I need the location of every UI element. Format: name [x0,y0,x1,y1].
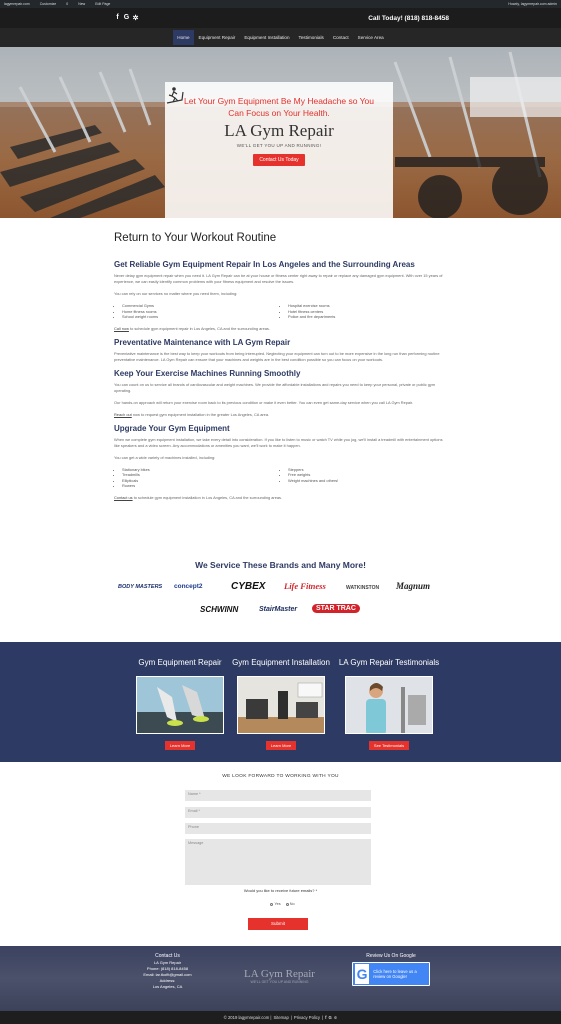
review-title: Review Us On Google [366,953,416,959]
list-item: • Free weights [288,472,446,478]
top-bar [0,8,561,28]
hero-tagline: Let Your Gym Equipment Be My Headache so You Can Focus on Your Health. [184,96,374,118]
brand-logo-bodymasters: BODY MASTERS [118,584,163,590]
section-paragraph: Preventative maintenance is the best way to keep your workouts from being interrupted. Neglecting your equipment can turn out to be more expensive in the long run than performing routine preventative maintenance. LA Gym Repair can ensure that your machines and weights are in the best condition possible so you can focus on your workouts. [114,350,440,362]
footer-contact [130,953,205,990]
list-item: • Rowers [122,483,280,489]
radio-yes-label: Yes [274,902,281,906]
radio-no[interactable] [286,903,289,906]
brand-logo-concept2: concept2 [174,583,203,590]
see-testimonials-button[interactable]: See Testimonials [369,741,409,750]
yelp-icon[interactable]: ✲ [132,15,139,22]
brand-logo-cybex: CYBEX [231,581,266,592]
admin-customize-link[interactable]: Customize [39,2,57,6]
review-button-text: Click here to leave us a review on Google! [373,969,417,979]
service-title: LA Gym Repair Testimonials [338,658,440,667]
footer-address-label: Address: [159,978,176,983]
separator: | [290,1015,292,1020]
treadmill-runner-icon [165,86,185,106]
section-paragraph: You can count on us to service all brands of cardiovascular and weight machines. We provide the affordable installations and repairs you need to keep your personal, private or public gym operating. [114,381,436,393]
service-image-installation [237,676,325,734]
hero-subtitle: WE'LL GET YOU UP AND RUNNING! [236,143,322,148]
hero-title: LA Gym Repair [224,121,334,140]
nav-home[interactable]: Home [173,30,193,45]
brand-logo-schwinn: SCHWINN [200,605,239,614]
list-item: • Hospital exercise rooms [288,303,446,309]
privacy-policy-link[interactable]: Privacy Policy [293,1015,320,1020]
footer-review [350,953,432,986]
list-item: • Commercial Gyms [122,303,280,309]
list-left [114,467,280,489]
admin-site-link[interactable]: lagymrepair.com [4,2,30,6]
list-right [280,303,446,320]
service-title: Gym Equipment Installation [232,658,330,667]
nav-equipment-installation[interactable]: Equipment Installation [244,35,290,40]
admin-comments-count[interactable]: 0 [66,2,69,6]
phone-field[interactable]: Phone [185,823,371,834]
service-card-testimonials [334,650,444,752]
list-item: • Home fitness rooms [122,309,280,315]
section-paragraph: Reach out now to request gym equipment installation in the greater Los Angeles, CA area. [114,411,270,417]
form-heading: WE LOOK FORWARD TO WORKING WITH YOU [222,774,339,779]
list-item: • School weight rooms [122,314,280,320]
separator: | [321,1015,324,1020]
footer-yelp-icon[interactable]: ✲ [333,1015,338,1020]
nav-service-area[interactable]: Service Area [357,35,384,40]
footer-logo-subtitle: WE'LL GET YOU UP AND RUNNING [250,980,309,984]
contact-us-today-button[interactable]: Contact Us Today [253,154,304,166]
footer-logo [222,968,337,984]
list-item: • Weight machines and others! [288,478,446,484]
brand-logo-lifefitness: Life Fitness [284,581,326,591]
footer [0,946,561,1011]
brands-heading: We Service These Brands and Many More! [195,560,366,570]
email-opt-in-radios [0,902,561,906]
radio-yes[interactable] [270,903,273,906]
sitemap-link[interactable]: Sitemap [273,1015,289,1020]
nav-contact[interactable]: Contact [332,35,349,40]
google-icon[interactable]: G [123,14,130,21]
message-field[interactable]: Message [185,839,371,885]
contact-form-section [0,770,561,926]
admin-howdy[interactable]: Howdy, lagymrepair.com admin [508,2,557,6]
admin-new-link[interactable]: New [78,2,86,6]
admin-edit-link[interactable]: Edit Page [95,2,111,6]
brand-logo-watkinston: WATKINSTON [346,585,380,591]
learn-more-installation-button[interactable]: Learn More [266,741,296,750]
list-item: • Police and fire departments [288,314,446,320]
email-field[interactable]: Email * [185,807,371,818]
service-locations-list [114,303,446,320]
footer-contact-title: Contact Us [155,953,180,959]
brand-logos [114,578,446,628]
section-paragraph: You can rely on our services no matter where you need them, including: [114,291,238,296]
copyright-bar [0,1011,561,1024]
facebook-icon[interactable]: f [116,14,119,21]
social-links [114,14,139,22]
footer-address: Los Angeles, CA [152,984,183,989]
section-paragraph: Call now to schedule gym equipment repair in Los Angeles, CA and the surrounding areas. [114,325,270,331]
list-right [280,467,446,489]
name-field[interactable]: Name * [185,790,371,801]
google-icon: G [356,966,368,982]
reach-out-link[interactable]: Reach out [114,411,132,417]
nav-equipment-repair[interactable]: Equipment Repair [198,35,236,40]
services-section [0,642,561,762]
footer-company: LA Gym Repair [153,960,182,965]
submit-button[interactable]: Submit [248,918,308,930]
list-left [114,303,280,320]
copyright-text: © 2019 lagymrepair.com | [223,1015,272,1020]
footer-google-icon[interactable]: G [328,1015,332,1020]
service-card-installation [226,650,336,752]
call-now-link[interactable]: Call now [114,325,129,331]
brand-logo-stairmaster: StairMaster [259,606,298,613]
section-paragraph: Contact us to schedule gym equipment installation in Los Angeles, CA and the surrounding areas. [114,494,283,500]
footer-phone[interactable]: Phone: (818) 818-8458 [146,966,189,971]
google-review-button[interactable] [352,962,430,986]
footer-facebook-icon[interactable]: f [325,1015,327,1020]
section-heading-machines: Keep Your Exercise Machines Running Smoothly [114,368,301,378]
machines-list [114,467,446,489]
home-gym-image [238,677,325,734]
footer-email[interactable]: Email: lar.tkofit@gmail.com [143,972,192,977]
list-item: • Stationary bikes [122,467,280,473]
section-heading-repair: Get Reliable Gym Equipment Repair In Los Angeles and the Surrounding Areas [114,260,415,269]
service-image-repair [136,676,224,734]
section-heading-maintenance: Preventative Maintenance with LA Gym Repair [114,337,291,347]
section-paragraph: When we complete gym equipment installation, we take every detail into consideration. If you like to listen to music or watch TV while you jog, we'll install a treadmill with entertainment options like speakers and a video screen. Any accommodations or amenities you want, we'll work to make it happen. [114,436,443,448]
section-paragraph: You can get a wide variety of machines installed, including: [114,454,216,460]
section-paragraph: Never delay gym equipment repair when you need it. LA Gym Repair can be at your house or fitness center right away to repair or replace any damaged gym equipment. With over 15 years of experience, we can easily identify common problems with your fitness equipment and resolve the issues. [114,273,443,284]
admin-bar [0,0,561,8]
service-image-testimonials [345,676,433,734]
nav-testimonials[interactable]: Testimonials [298,35,324,40]
page-title: Return to Your Workout Routine [114,232,277,244]
main-nav [0,28,561,47]
list-item: • Ellipticals [122,478,280,484]
radio-no-label: No [289,902,295,906]
running-shoes-image [137,677,224,734]
phone-call-link[interactable]: Call Today! (818) 818-8458 [368,14,449,22]
list-item: • Steppers [288,467,446,473]
email-opt-in-question: Would you like to receive future emails? * [243,888,318,893]
section-heading-upgrade: Upgrade Your Gym Equipment [114,423,230,433]
hero-card [165,82,393,218]
brand-logo-startrac: STAR TRAC [312,604,360,613]
service-card-repair [125,650,235,752]
list-item: • Hotel fitness centers [288,309,446,315]
learn-more-repair-button[interactable]: Learn More [165,741,195,750]
section-paragraph: Our hands-on approach will return your exercise room back to its previous condition or make it even better. You can even get same-day service when you call LA Gym Repair. [114,399,414,405]
woman-gym-image [346,677,433,734]
main-content [114,232,446,507]
list-item: • Treadmills [122,472,280,478]
brand-logo-magnum: Magnum [396,581,431,591]
service-title: Gym Equipment Repair [138,658,222,667]
hero-section [0,47,561,218]
contact-us-link[interactable]: Contact us [114,494,133,500]
footer-logo-text: LA Gym Repair [244,968,315,980]
